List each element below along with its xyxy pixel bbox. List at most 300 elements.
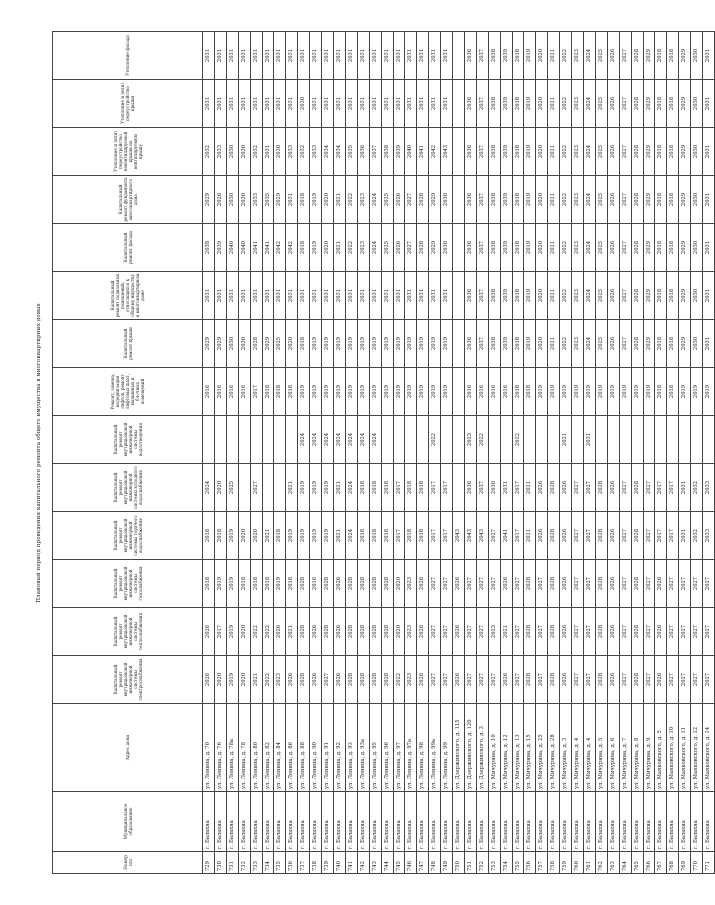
table-row <box>631 32 643 874</box>
row-year-cell: 2022 <box>345 224 357 272</box>
row-year-cell: 2028 <box>381 560 393 608</box>
header-work-2: Капитальный ремонт внутридомовой инженерной системы теплоснабжения <box>53 608 203 656</box>
row-year-cell: 2031 <box>203 272 215 320</box>
row-year-cell: 2027 <box>464 608 476 656</box>
row-number: 731 <box>226 852 238 874</box>
header-row <box>53 32 203 874</box>
row-number: 729 <box>203 852 215 874</box>
row-year-cell: 2018 <box>381 464 393 512</box>
row-year-cell: 2027 <box>643 464 655 512</box>
row-year-cell: 2018 <box>417 464 429 512</box>
row-year-cell: 2031 <box>345 272 357 320</box>
row-year-cell: 2040 <box>238 224 250 272</box>
row-year-cell: 2028 <box>631 128 643 176</box>
row-municipality: г. Балахна <box>250 792 262 852</box>
row-year-cell: 2027 <box>667 656 679 704</box>
row-year-cell: 2028 <box>357 560 369 608</box>
row-year-cell: 2024 <box>584 128 596 176</box>
row-municipality: г. Балахна <box>262 792 274 852</box>
row-year-cell: 2028 <box>631 80 643 128</box>
row-year-cell: 2019 <box>226 560 238 608</box>
row-municipality: г. Балахна <box>369 792 381 852</box>
row-year-cell: 2029 <box>429 224 441 272</box>
row-number: 761 <box>584 852 596 874</box>
row-municipality: г. Балахна <box>464 792 476 852</box>
header-number: Номер п/п <box>53 852 203 874</box>
row-year-cell <box>453 128 465 176</box>
table-row <box>310 32 322 874</box>
row-year-cell: 2028 <box>595 560 607 608</box>
row-year-cell: 2028 <box>631 560 643 608</box>
row-year-cell: 2027 <box>703 560 715 608</box>
row-year-cell: 2018 <box>250 560 262 608</box>
row-year-cell: 2017 <box>655 512 667 560</box>
row-year-cell: 2027 <box>488 656 500 704</box>
row-year-cell: 2019 <box>357 320 369 368</box>
row-municipality: г. Балахна <box>512 792 524 852</box>
row-year-cell: 2019 <box>345 368 357 416</box>
header-address: Адрес дома <box>53 704 203 792</box>
row-year-cell: 2025 <box>274 320 286 368</box>
row-year-cell: 2034 <box>322 128 334 176</box>
header-work-14: Утепление фасада <box>53 32 203 80</box>
row-municipality: г. Балахна <box>226 792 238 852</box>
row-year-cell: 2028 <box>631 320 643 368</box>
row-year-cell: 2028 <box>298 656 310 704</box>
row-year-cell <box>250 416 262 464</box>
row-year-cell: 2022 <box>560 320 572 368</box>
row-year-cell: 2019 <box>322 512 334 560</box>
row-address: ул. Ленина, д. 88 <box>298 704 310 792</box>
row-year-cell: 2031 <box>238 80 250 128</box>
row-year-cell: 2042 <box>286 224 298 272</box>
row-year-cell <box>286 416 298 464</box>
row-year-cell: 2026 <box>393 176 405 224</box>
row-year-cell: 2031 <box>679 512 691 560</box>
row-year-cell: 2031 <box>286 272 298 320</box>
row-year-cell: 2018 <box>512 128 524 176</box>
row-year-cell: 2028 <box>369 656 381 704</box>
row-year-cell: 2031 <box>286 32 298 80</box>
row-year-cell: 2028 <box>631 32 643 80</box>
row-year-cell: 2030 <box>691 320 703 368</box>
table-row <box>214 32 226 874</box>
table-row <box>345 32 357 874</box>
row-year-cell: 2027 <box>464 560 476 608</box>
row-year-cell: 2027 <box>429 608 441 656</box>
row-year-cell <box>262 416 274 464</box>
row-year-cell: 2027 <box>476 560 488 608</box>
row-year-cell: 2031 <box>357 32 369 80</box>
row-address: ул. Ленина, д. 82 <box>262 704 274 792</box>
row-year-cell: 2016 <box>214 368 226 416</box>
row-number: 762 <box>595 852 607 874</box>
row-year-cell: 2016 <box>476 368 488 416</box>
row-year-cell: 2029 <box>679 128 691 176</box>
row-year-cell: 2031 <box>262 128 274 176</box>
row-year-cell: 2038 <box>488 224 500 272</box>
row-number: 751 <box>464 852 476 874</box>
row-year-cell: 2031 <box>417 80 429 128</box>
header-work-8: Капитальный ремонт крыши <box>53 320 203 368</box>
table-header <box>53 32 203 874</box>
row-year-cell: 2026 <box>607 80 619 128</box>
row-year-cell: 2032 <box>298 128 310 176</box>
row-year-cell: 2022 <box>512 416 524 464</box>
row-year-cell: 2018 <box>667 272 679 320</box>
row-year-cell: 2030 <box>238 128 250 176</box>
row-year-cell: 2019 <box>214 560 226 608</box>
row-year-cell: 2026 <box>560 656 572 704</box>
row-year-cell: 2030 <box>691 32 703 80</box>
table-row <box>203 32 215 874</box>
row-number: 743 <box>369 852 381 874</box>
row-year-cell: 2017 <box>441 464 453 512</box>
table-row <box>655 32 667 874</box>
row-year-cell: 2029 <box>679 176 691 224</box>
row-year-cell: 2026 <box>536 464 548 512</box>
row-year-cell: 2031 <box>298 32 310 80</box>
row-year-cell: 2018 <box>667 80 679 128</box>
row-year-cell: 2027 <box>643 656 655 704</box>
row-year-cell: 2030 <box>298 80 310 128</box>
row-year-cell: 2030 <box>441 224 453 272</box>
row-number: 768 <box>667 852 679 874</box>
row-number: 764 <box>619 852 631 874</box>
row-year-cell: 2018 <box>655 80 667 128</box>
row-year-cell: 2023 <box>488 608 500 656</box>
row-year-cell: 2027 <box>536 560 548 608</box>
row-year-cell: 2026 <box>333 560 345 608</box>
row-year-cell: 2026 <box>417 560 429 608</box>
rotated-table-sheet <box>30 14 712 874</box>
row-year-cell: 2036 <box>357 128 369 176</box>
row-address: ул. Ленина, д. 95 <box>369 704 381 792</box>
row-year-cell: 2026 <box>607 128 619 176</box>
row-year-cell <box>643 416 655 464</box>
row-year-cell: 2029 <box>203 176 215 224</box>
row-year-cell <box>453 368 465 416</box>
row-year-cell: 2029 <box>643 32 655 80</box>
row-year-cell: 2020 <box>238 512 250 560</box>
row-year-cell: 2027 <box>619 320 631 368</box>
row-year-cell <box>453 176 465 224</box>
row-year-cell: 2018 <box>274 368 286 416</box>
row-year-cell: 2026 <box>560 608 572 656</box>
row-year-cell: 2018 <box>357 512 369 560</box>
row-year-cell <box>536 416 548 464</box>
row-municipality: г. Балахна <box>488 792 500 852</box>
row-number: 767 <box>655 852 667 874</box>
row-number: 744 <box>381 852 393 874</box>
table-row <box>488 32 500 874</box>
row-year-cell: 2023 <box>357 176 369 224</box>
row-year-cell: 2031 <box>214 272 226 320</box>
row-year-cell: 2027 <box>619 656 631 704</box>
table-row <box>595 32 607 874</box>
row-address: ул. Мичурина, д. 3 <box>560 704 572 792</box>
row-year-cell: 2018 <box>667 32 679 80</box>
row-year-cell: 2021 <box>333 176 345 224</box>
row-year-cell: 2031 <box>703 320 715 368</box>
row-year-cell <box>619 416 631 464</box>
row-municipality: г. Балахна <box>214 792 226 852</box>
row-year-cell: 2031 <box>393 272 405 320</box>
row-year-cell: 2021 <box>524 464 536 512</box>
row-year-cell: 2016 <box>310 560 322 608</box>
row-year-cell: 2028 <box>595 464 607 512</box>
row-year-cell <box>453 80 465 128</box>
row-number: 763 <box>607 852 619 874</box>
table-row <box>560 32 572 874</box>
row-year-cell: 2031 <box>310 272 322 320</box>
row-year-cell: 2021 <box>548 224 560 272</box>
row-year-cell: 2027 <box>679 656 691 704</box>
table-row <box>226 32 238 874</box>
row-number: 749 <box>441 852 453 874</box>
row-address: ул. Мичурина, д. 7 <box>619 704 631 792</box>
row-year-cell: 2033 <box>286 128 298 176</box>
row-year-cell <box>655 416 667 464</box>
row-year-cell: 2027 <box>619 464 631 512</box>
row-year-cell: 2028 <box>417 224 429 272</box>
row-year-cell: 2021 <box>286 608 298 656</box>
row-year-cell: 2032 <box>250 128 262 176</box>
row-number: 753 <box>488 852 500 874</box>
row-year-cell: 2027 <box>679 560 691 608</box>
row-year-cell: 2019 <box>310 512 322 560</box>
row-year-cell: 2031 <box>203 32 215 80</box>
row-year-cell: 2026 <box>655 656 667 704</box>
header-work-13: Утепление и (или) переустройство крыши <box>53 80 203 128</box>
row-year-cell: 2018 <box>298 176 310 224</box>
row-address: ул. Ленина, д. 99а <box>429 704 441 792</box>
row-year-cell <box>607 416 619 464</box>
row-year-cell: 2022 <box>560 128 572 176</box>
row-address: ул. Ленина, д. 99 <box>441 704 453 792</box>
row-year-cell: 2017 <box>512 464 524 512</box>
row-year-cell: 2031 <box>429 32 441 80</box>
row-year-cell: 2024 <box>369 416 381 464</box>
table-row <box>667 32 679 874</box>
row-year-cell: 2023 <box>572 224 584 272</box>
row-year-cell: 2022 <box>262 656 274 704</box>
row-year-cell: 2016 <box>226 368 238 416</box>
row-number: 769 <box>679 852 691 874</box>
row-year-cell: 2021 <box>333 512 345 560</box>
row-year-cell: 2030 <box>691 80 703 128</box>
row-address: ул. Ленина, д. 90 <box>310 704 322 792</box>
row-year-cell: 2020 <box>250 512 262 560</box>
row-year-cell: 2019 <box>548 368 560 416</box>
row-year-cell: 2029 <box>679 224 691 272</box>
row-year-cell: 2028 <box>524 656 536 704</box>
row-year-cell: 2022 <box>476 416 488 464</box>
row-year-cell: 2020 <box>322 176 334 224</box>
row-address: ул. Ленина, д. 76 <box>214 704 226 792</box>
row-year-cell: 2026 <box>607 464 619 512</box>
row-municipality: г. Балахна <box>619 792 631 852</box>
row-year-cell: 2024 <box>298 416 310 464</box>
row-year-cell: 2029 <box>679 80 691 128</box>
row-year-cell <box>500 416 512 464</box>
table-row <box>524 32 536 874</box>
row-address: ул. Мичурина, д. 15 <box>524 704 536 792</box>
row-year-cell: 2019 <box>393 320 405 368</box>
row-municipality: г. Балахна <box>524 792 536 852</box>
row-year-cell: 2031 <box>679 464 691 512</box>
row-municipality: г. Балахна <box>607 792 619 852</box>
row-year-cell: 2019 <box>369 368 381 416</box>
row-year-cell: 2035 <box>345 128 357 176</box>
row-year-cell: 2026 <box>203 608 215 656</box>
row-year-cell: 2031 <box>298 272 310 320</box>
row-year-cell: 2031 <box>238 32 250 80</box>
row-year-cell: 2036 <box>464 224 476 272</box>
row-year-cell: 2038 <box>488 176 500 224</box>
row-year-cell: 2016 <box>238 368 250 416</box>
row-year-cell: 2030 <box>226 176 238 224</box>
row-year-cell: 2026 <box>560 464 572 512</box>
row-number: 735 <box>274 852 286 874</box>
table-row <box>619 32 631 874</box>
row-year-cell <box>453 416 465 464</box>
row-year-cell: 2018 <box>214 512 226 560</box>
row-year-cell: 2019 <box>298 512 310 560</box>
row-year-cell: 2018 <box>655 128 667 176</box>
row-year-cell: 2023 <box>572 128 584 176</box>
row-year-cell: 2030 <box>441 176 453 224</box>
row-year-cell <box>453 224 465 272</box>
row-number: 745 <box>393 852 405 874</box>
row-year-cell: 2025 <box>595 320 607 368</box>
row-year-cell: 2018 <box>512 320 524 368</box>
row-year-cell: 2026 <box>655 608 667 656</box>
row-year-cell: 2019 <box>381 320 393 368</box>
table-body <box>203 32 715 874</box>
header-work-1: Капитальный ремонт внутридомовой инженерной системы электроснабжения <box>53 656 203 704</box>
row-number: 730 <box>214 852 226 874</box>
row-number: 754 <box>500 852 512 874</box>
row-year-cell: 2027 <box>679 608 691 656</box>
row-year-cell: 2030 <box>226 320 238 368</box>
row-year-cell: 2037 <box>476 176 488 224</box>
row-year-cell: 2027 <box>643 608 655 656</box>
repair-schedule-table <box>52 31 715 874</box>
row-year-cell: 2023 <box>572 272 584 320</box>
row-year-cell: 2025 <box>226 464 238 512</box>
row-year-cell: 2031 <box>369 32 381 80</box>
row-year-cell: 2036 <box>464 176 476 224</box>
row-municipality: г. Балахна <box>476 792 488 852</box>
table-row <box>405 32 417 874</box>
table-row <box>464 32 476 874</box>
row-year-cell <box>238 464 250 512</box>
row-year-cell: 2027 <box>691 560 703 608</box>
row-year-cell: 2032 <box>691 512 703 560</box>
row-year-cell: 2019 <box>310 224 322 272</box>
row-year-cell: 2020 <box>536 176 548 224</box>
row-year-cell: 2027 <box>619 512 631 560</box>
row-year-cell: 2019 <box>322 368 334 416</box>
row-year-cell: 2018 <box>667 320 679 368</box>
row-year-cell: 2024 <box>584 80 596 128</box>
row-year-cell: 2028 <box>369 560 381 608</box>
row-year-cell: 2030 <box>691 128 703 176</box>
row-year-cell: 2024 <box>345 512 357 560</box>
row-year-cell: 2019 <box>381 368 393 416</box>
row-year-cell: 2031 <box>250 272 262 320</box>
row-year-cell: 2019 <box>345 320 357 368</box>
row-year-cell: 2025 <box>595 224 607 272</box>
row-year-cell: 2027 <box>619 560 631 608</box>
row-year-cell: 2028 <box>631 656 643 704</box>
header-work-6: Капитальный ремонт внутридомовой инженерной системы водоотведения <box>53 416 203 464</box>
row-year-cell: 2018 <box>512 272 524 320</box>
row-year-cell: 2021 <box>333 464 345 512</box>
row-number: 771 <box>703 852 715 874</box>
row-year-cell: 2028 <box>595 512 607 560</box>
row-year-cell: 2026 <box>607 656 619 704</box>
row-number: 757 <box>536 852 548 874</box>
row-year-cell: 2019 <box>405 368 417 416</box>
row-year-cell: 2021 <box>548 32 560 80</box>
row-year-cell: 2019 <box>405 320 417 368</box>
row-year-cell: 2037 <box>476 32 488 80</box>
row-year-cell: 2019 <box>524 320 536 368</box>
row-year-cell: 2017 <box>441 512 453 560</box>
row-year-cell: 2022 <box>393 656 405 704</box>
row-year-cell: 2041 <box>262 224 274 272</box>
row-year-cell: 2031 <box>357 80 369 128</box>
row-year-cell: 2031 <box>405 32 417 80</box>
row-year-cell: 2028 <box>631 224 643 272</box>
row-year-cell: 2043 <box>441 128 453 176</box>
row-year-cell: 2031 <box>203 80 215 128</box>
row-year-cell: 2027 <box>441 608 453 656</box>
row-year-cell: 2027 <box>667 560 679 608</box>
row-year-cell: 2023 <box>405 656 417 704</box>
row-year-cell: 2031 <box>703 272 715 320</box>
row-municipality: г. Балахна <box>536 792 548 852</box>
row-year-cell: 2019 <box>298 368 310 416</box>
row-year-cell: 2031 <box>345 32 357 80</box>
row-year-cell: 2031 <box>333 80 345 128</box>
row-year-cell: 2038 <box>488 320 500 368</box>
row-address: ул. Дзержинского, д. 120 <box>464 704 476 792</box>
row-year-cell: 2029 <box>679 272 691 320</box>
row-municipality: г. Балахна <box>631 792 643 852</box>
row-year-cell: 2030 <box>274 128 286 176</box>
row-municipality: г. Балахна <box>203 792 215 852</box>
row-year-cell: 2026 <box>560 560 572 608</box>
row-year-cell: 2022 <box>560 80 572 128</box>
row-address: ул. Ленина, д. 93 <box>345 704 357 792</box>
row-year-cell: 2041 <box>250 224 262 272</box>
row-year-cell: 2018 <box>512 368 524 416</box>
row-year-cell: 2028 <box>631 512 643 560</box>
row-year-cell: 2016 <box>203 368 215 416</box>
header-work-11: Капитальный ремонт фундамента многоквартирного дома <box>53 176 203 224</box>
row-year-cell: 2017 <box>429 512 441 560</box>
row-year-cell: 2037 <box>476 464 488 512</box>
row-year-cell: 2028 <box>298 608 310 656</box>
row-year-cell: 2029 <box>274 176 286 224</box>
row-year-cell: 2038 <box>488 32 500 80</box>
row-year-cell: 2018 <box>298 224 310 272</box>
row-year-cell: 2018 <box>357 464 369 512</box>
row-year-cell: 2024 <box>357 416 369 464</box>
